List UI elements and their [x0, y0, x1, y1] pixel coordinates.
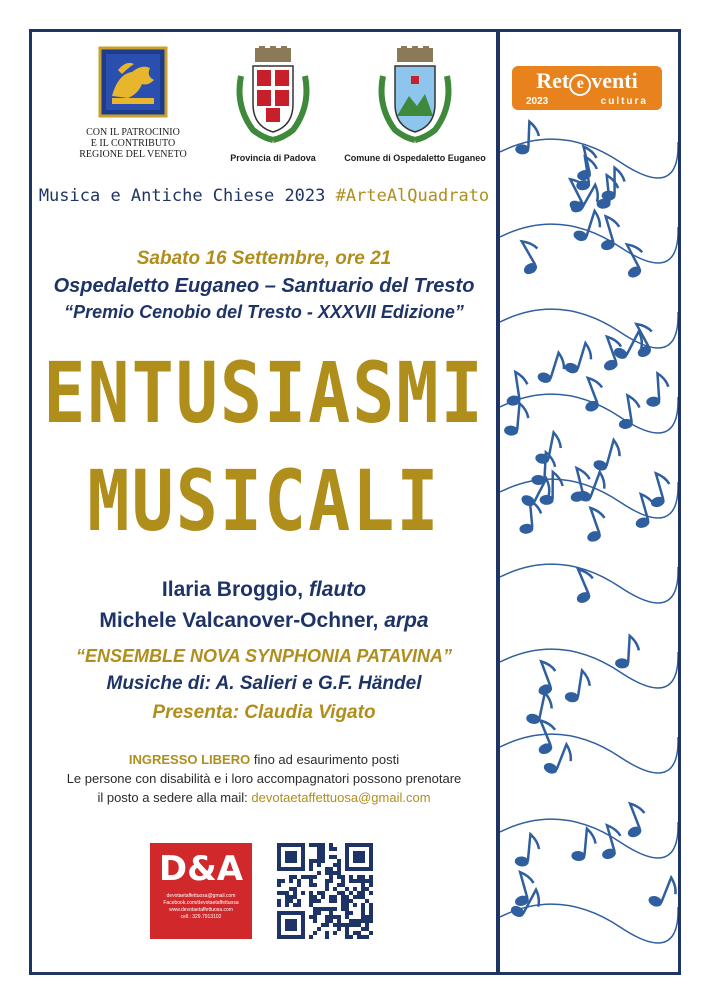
reteventi-brand-e: e — [569, 74, 591, 96]
performer-2 — [34, 609, 494, 633]
title-line-1: ENTUSIASMI — [43, 343, 485, 443]
music-note-icon — [615, 394, 643, 430]
music-note-icon — [534, 430, 563, 467]
music-notes-pattern — [500, 32, 678, 972]
comune-ospedaletto-logo — [340, 46, 490, 163]
province-caption: Provincia di Padova — [230, 153, 316, 163]
badge-website: www.devotaetaffettuosa.com — [169, 907, 233, 913]
ospedaletto-coat-of-arms-icon — [375, 46, 455, 146]
music-note-icon — [612, 325, 648, 365]
performer-2-name: Michele Valcanover-Ochner, — [99, 609, 385, 632]
admission-info — [34, 750, 494, 807]
qr-code-icon — [277, 843, 373, 939]
padova-coat-of-arms-icon — [233, 46, 313, 146]
event-date: Sabato 16 Settembre, ore 21 — [136, 248, 392, 269]
staff-curve — [500, 734, 678, 773]
music-note-icon — [514, 833, 540, 868]
badge-email: devotaetaffettuosa@gmail.com — [166, 893, 236, 899]
music-note-icon — [515, 121, 539, 155]
music-notes-pattern-art — [500, 32, 678, 972]
reteventi-year: 2023 — [526, 96, 549, 107]
performer-2-role: arpa — [384, 609, 429, 632]
music-note-icon — [566, 565, 600, 604]
qr-code[interactable] — [277, 843, 373, 939]
music-note-icon — [502, 371, 530, 407]
staff-curve — [500, 819, 678, 858]
music-note-icon — [578, 505, 611, 544]
music-note-icon — [571, 827, 597, 862]
region-caption-3: REGIONE DEL VENETO — [79, 149, 187, 160]
badge-mark: D&A — [158, 849, 244, 889]
music-note-icon — [615, 240, 651, 280]
staff-curve — [500, 309, 678, 348]
music-note-icon — [510, 236, 546, 276]
music-note-icon — [517, 499, 543, 534]
reteventi-logo — [512, 66, 662, 110]
admission-line-2: Le persone con disabilità e i loro accompagnatori possono prenotare — [66, 771, 462, 786]
ensemble-name: “ENSEMBLE NOVA SYNPHONIA PATAVINA” — [75, 646, 453, 666]
comune-caption: Comune di Ospedaletto Euganeo — [344, 153, 486, 163]
music-note-icon — [643, 471, 674, 509]
music-note-icon — [536, 349, 568, 387]
provincia-padova-logo — [218, 46, 328, 163]
series-name: Musica e Antiche Chiese 2023 — [38, 186, 326, 206]
reteventi-brand-2: venti — [591, 68, 638, 93]
music-note-icon — [615, 635, 640, 669]
booking-email-link[interactable]: devotaetaffettuosa@gmail.com — [251, 790, 431, 805]
music-note-icon — [504, 402, 530, 437]
booking-text: il posto a sedere alla mail: — [97, 790, 252, 805]
lion-of-saint-mark-icon — [98, 46, 168, 118]
admission-line-3 — [34, 788, 494, 807]
badge-facebook: Facebook.com/devotaetaffettuosa — [163, 900, 239, 906]
performer-1-role: flauto — [308, 578, 367, 601]
event-prize: “Premio Cenobio del Tresto - XXXVII Edizione” — [64, 302, 464, 322]
music-note-icon — [592, 437, 623, 475]
music-note-icon — [625, 319, 661, 359]
music-note-icon — [572, 207, 604, 245]
devota-affettuosa-badge — [150, 843, 252, 939]
admission-line-1 — [34, 750, 494, 769]
music-note-icon — [647, 873, 678, 912]
music-note-icon — [645, 373, 670, 407]
music-note-icon — [564, 668, 592, 704]
regione-veneto-logo — [78, 46, 188, 160]
music-by: Musiche di: A. Salieri e G.F. Händel — [106, 673, 422, 694]
music-note-icon — [529, 658, 562, 697]
music-note-icon — [602, 168, 625, 201]
reteventi-brand: Ret — [536, 68, 570, 93]
region-caption-1: CON IL PATROCINIO — [86, 127, 180, 138]
presenter: Presenta: Claudia Vigato — [152, 702, 376, 723]
event-place: Ospedaletto Euganeo – Santuario del Tresto — [53, 275, 475, 297]
staff-curve — [500, 904, 678, 943]
title-line-2: MUSICALI — [87, 451, 441, 551]
performer-1 — [34, 578, 494, 602]
music-note-icon — [508, 870, 539, 908]
badge-phone: cell.: 329.7913102 — [180, 914, 222, 920]
music-note-icon — [563, 339, 595, 377]
music-note-icon — [618, 800, 651, 839]
performer-1-name: Ilaria Broggio, — [161, 578, 309, 601]
region-caption-2: E IL CONTRIBUTO — [90, 138, 176, 149]
free-entry-rest: fino ad esaurimento posti — [250, 752, 400, 767]
series-line — [34, 186, 494, 206]
music-note-icon — [594, 822, 625, 860]
reteventi-sub: cultura — [600, 96, 648, 107]
series-hashtag: #ArteAlQuadrato — [335, 186, 490, 206]
institutional-logos — [40, 46, 490, 171]
free-entry-label: INGRESSO LIBERO — [128, 752, 251, 767]
